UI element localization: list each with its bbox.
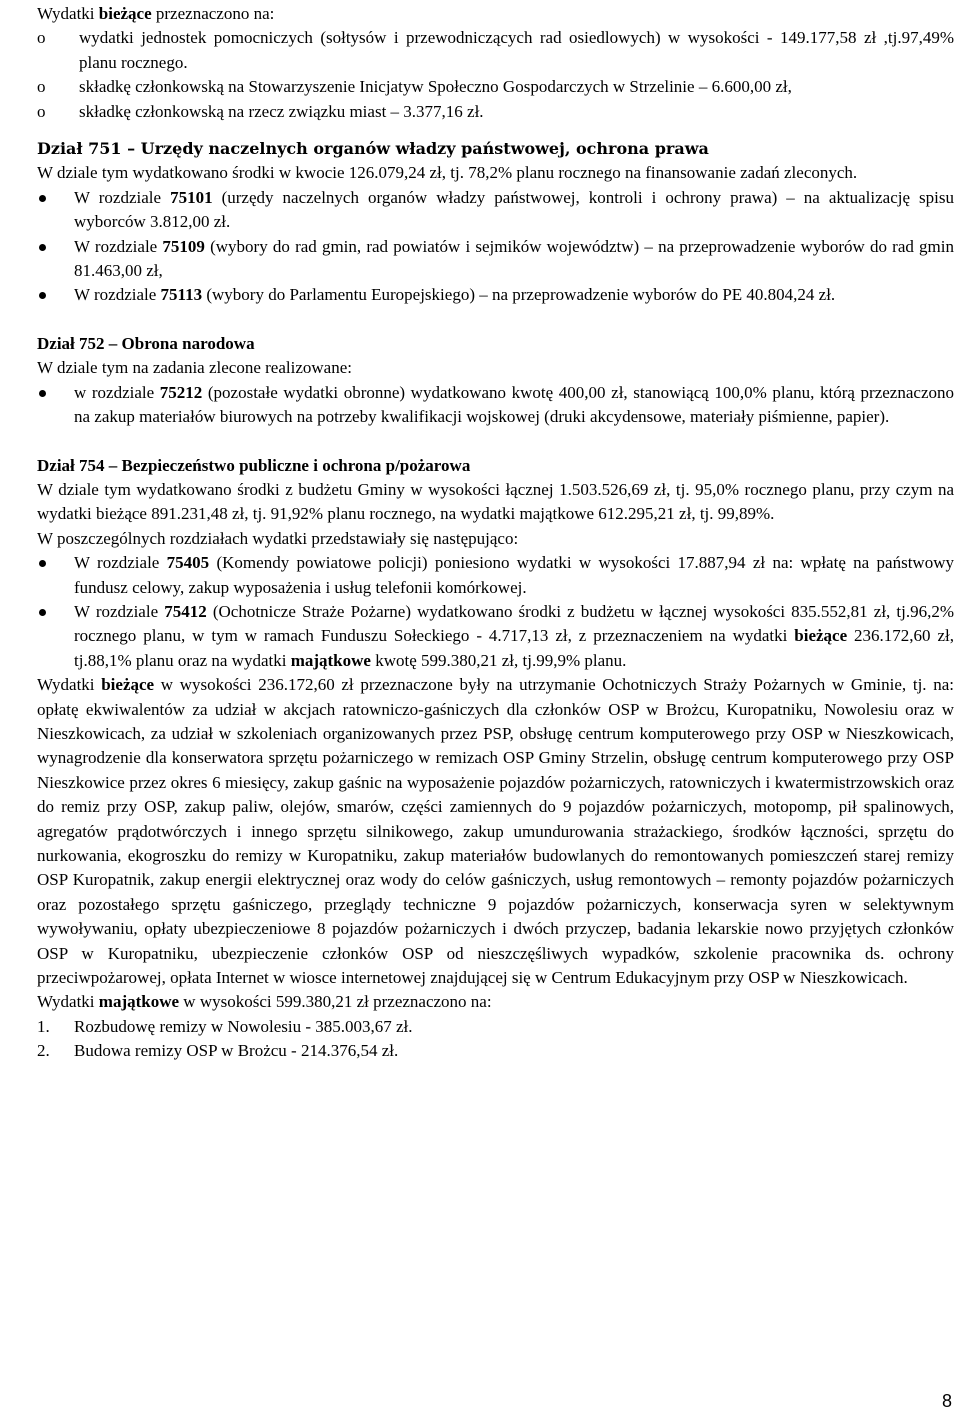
section-subintro-754: W poszczególnych rozdziałach wydatki przedstawiały się następująco:: [37, 528, 519, 548]
section-list-751: [37, 186, 954, 308]
list-item: 2. Budowa remizy OSP w Brożcu - 214.376,54 zł.: [37, 1041, 399, 1061]
list-item: w rozdziale 75212 (pozostałe wydatki obronne) wydatkowano kwotę 400,00 zł, stanowiącą 100,0% planu, którą przeznaczono na zakup materiałów biurowych na potrzeby kwalifikacji wojskowej (druki akcydensowe, materiały piśmienne, papier).: [37, 381, 954, 430]
intro-lead: Wydatki bieżące przeznaczono na:: [37, 4, 275, 23]
list-item: W rozdziale 75113 (wybory do Parlamentu Europejskiego) – na przeprowadzenie wyborów do PE 40.804,24 zł.: [37, 283, 954, 307]
bullet-icon: [39, 560, 46, 567]
intro-list: [37, 26, 954, 124]
bullet-icon: [39, 244, 46, 251]
list-item: W rozdziale 75101 (urzędy naczelnych organów władzy państwowej, kontroli i ochrony prawa) – na aktualizację spisu wyborców 3.812,00 zł.: [37, 186, 954, 235]
bullet-icon: [39, 292, 46, 299]
capital-expenses-lead: Wydatki majątkowe w wysokości 599.380,21 zł przeznaczono na:: [37, 992, 492, 1012]
section-summary-751: W dziale tym wydatkowano środki w kwocie 126.079,24 zł, tj. 78,2% planu rocznego na finansowanie zadań zleconych.: [37, 163, 858, 183]
section-summary-752: W dziale tym na zadania zlecone realizowane:: [37, 358, 352, 378]
bullet-icon: [39, 609, 46, 616]
list-item: W rozdziale 75109 (wybory do rad gmin, rad powiatów i sejmików województw) – na przeprowadzenie wyborów do rad gmin 81.463,00 zł,: [37, 235, 954, 284]
section-heading-754: Dział 754 – Bezpieczeństwo publiczne i ochrona p/pożarowa: [37, 455, 471, 475]
list-item: 1. Rozbudowę remizy w Nowolesiu - 385.003,67 zł.: [37, 1016, 413, 1036]
page-number: 8: [941, 1391, 952, 1411]
section-heading-751: Dział 751 – Urzędy naczelnych organów władzy państwowej, ochrona prawa: [37, 139, 709, 159]
list-item: W rozdziale 75412 (Ochotnicze Straże Pożarne) wydatkowano środki z budżetu w łącznej wysokości 835.552,81 zł, tj.96,2% rocznego planu, w tym w ramach Funduszu Sołeckiego - 4.717,13 zł, z przeznaczeniem na wydatki bieżące 236.172,60 zł, tj.88,1% planu oraz na wydatki majątkowe kwotę 599.380,21 zł, tj.99,9% planu.: [37, 600, 954, 673]
current-expenses-paragraph: Wydatki bieżące w wysokości 236.172,60 zł przeznaczone były na utrzymanie Ochotniczych Straży Pożarnych w Gminie, tj. na: opłatę ekwiwalentów za udział w akcjach ratowniczo-gaśniczych dla członków OSP w Brożcu, Kuropatniku, Nowolesiu oraz w Nieszkowicach, za udział w szkoleniach organizowanych przez PSP, obsługę centrum komputerowego przy OSP w Nieszkowicach, wynagrodzenie dla konserwatora sprzętu pożarniczego w remizach OSP Gminy Strzelin, obsługę centrum komputerowego przy OSP Nieszkowice przez okres 6 miesięcy, zakup gaśnic na wyposażenie pojazdów pożarniczych, ratowniczych i kwatermistrzowskich oraz do remiz przy OSP, zakup paliw, olejów, smarów, części zamiennych do 9 pojazdów pożarniczych, motopomp, pił spalinowych, agregatów prądotwórczych i innego sprzętu silnikowego, zakup umundurowania strażackiego, środków łączności, sprzętu do nurkowania, ekogroszku do remizy w Kuropatniku, zakup materiałów budowlanych do remontowanych pomieszczeń starej remizy OSP Kuropatnik, zakup energii elektrycznej oraz wody do celów gaśniczych, usług remontowych – remonty pojazdów pożarniczych oraz pozostałego sprzętu gaśniczego, przeglądy techniczne 9 pojazdów pożarniczych, konserwacja syren w selektywnym wywoływaniu, opłaty ubezpieczeniowe 8 pojazdów pożarniczych i dwóch przyczep, badania lekarskie nowo przyjętych członków OSP w Kuropatniku, ubezpieczenie członków OSP od nieszczęśliwych wypadków, szkolenie pracownika ds. ochrony przeciwpożarowej, opłata Internet w wiosce internetowej znajdującej się w Centrum Edukacyjnym przy OSP w Nieszkowicach.: [37, 675, 954, 988]
capital-expenses-list: [37, 1015, 954, 1064]
section-heading-752: Dział 752 – Obrona narodowa: [37, 333, 255, 353]
bullet-icon: [39, 390, 46, 397]
list-item: o składkę członkowską na Stowarzyszenie Inicjatyw Społeczno Gospodarczych w Strzelinie – 6.600,00 zł,: [37, 77, 792, 97]
section-list-752: [37, 381, 954, 430]
section-list-754: [37, 551, 954, 673]
bullet-icon: [39, 195, 46, 202]
list-item: o wydatki jednostek pomocniczych (sołtysów i przewodniczących rad osiedlowych) w wysokości - 149.177,58 zł ,tj.97,49% planu rocznego.: [37, 28, 954, 72]
list-item: o składkę członkowską na rzecz związku miast – 3.377,16 zł.: [37, 101, 484, 121]
list-item: W rozdziale 75405 (Komendy powiatowe policji) poniesiono wydatki w wysokości 17.887,94 zł na: wpłatę na państwowy fundusz celowy, zakup wyposażenia i usług telefonii komórkowej.: [37, 551, 954, 600]
section-summary-754: W dziale tym wydatkowano środki z budżetu Gminy w wysokości łącznej 1.503.526,69 zł, tj. 95,0% rocznego planu, przy czym na wydatki bieżące 891.231,48 zł, tj. 91,92% planu rocznego, na wydatki majątkowe 612.295,21 zł, tj. 99,89%.: [37, 479, 954, 524]
